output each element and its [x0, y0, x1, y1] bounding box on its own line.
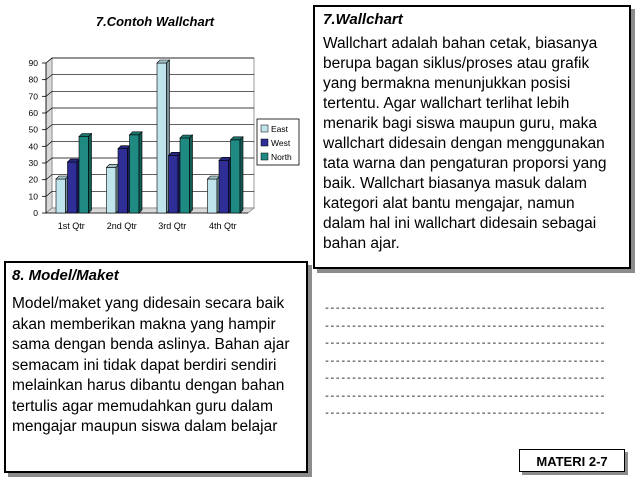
answer-line: ----------------------------------------------------: [324, 304, 605, 315]
answer-line: ----------------------------------------------------: [324, 321, 605, 333]
x-tick-label: 3rd Qtr: [158, 221, 187, 231]
answer-line: ----------------------------------------------------: [324, 339, 605, 350]
bar-east-4: [208, 176, 221, 213]
y-tick-label: 60: [28, 108, 38, 118]
y-tick-label: 40: [28, 141, 38, 152]
x-tick-label: 2nd Qtr: [106, 221, 137, 231]
bar-east-3: [157, 60, 170, 213]
answer-line: ----------------------------------------------------: [324, 391, 605, 403]
bar-north-3: [180, 135, 193, 213]
legend-swatch-north: [261, 153, 268, 160]
y-tick-label: 10: [28, 191, 38, 202]
legend-label-west: West: [271, 138, 291, 148]
model-heading: 8. Model/Maket: [12, 267, 119, 284]
bar-north-1: [79, 134, 92, 214]
answer-lines: [324, 301, 634, 424]
legend-label-east: East: [271, 124, 289, 134]
chart-title: 7.Contoh Wallchart: [95, 14, 215, 29]
wallchart-heading: 7.Wallchart: [323, 11, 403, 28]
y-tick-label: 30: [28, 158, 38, 168]
bar-north-4: [231, 137, 244, 213]
chart-side-wall: [46, 58, 52, 213]
y-tick-label: 0: [33, 208, 38, 218]
legend-swatch-east: [261, 125, 268, 132]
bar-chart-svg: [0, 0, 318, 255]
y-tick-label: 90: [28, 58, 38, 68]
answer-line: ----------------------------------------------------: [324, 409, 605, 420]
model-text-box: [4, 261, 308, 473]
y-tick-label: 20: [28, 174, 38, 185]
x-tick-label: 1st Qtr: [57, 221, 85, 231]
wallchart-description: Wallchart adalah bahan cetak, biasanya berupa bagan siklus/proses atau grafik yang bermakna menunjukkan posisi tertentu. Agar wallchart terlihat lebih menarik bagi siswa maupun guru, maka wallchart didesain dengan menggunakan tata warna dan pengaturan proporsi yang baik. Wallchart biasanya masuk dalam kategori alat bantu mengajar, namun dalam hal ini wallchart didesain sebagai bahan ajar.: [323, 35, 607, 252]
legend-label-north: North: [271, 152, 292, 162]
bar-west-2: [118, 146, 131, 213]
legend-swatch-west: [261, 139, 268, 146]
page-badge: MATERI 2-7: [519, 449, 625, 472]
model-description: Model/maket yang didesain secara baik akan memberikan makna yang hampir sama dengan benda aslinya. Bahan ajar semacam ini tidak dapat berdiri sendiri melainkan harus dibantu dengan bahan tertulis agar memudahkan guru dalam mengajar maupun siswa dalam belajar: [12, 295, 290, 435]
y-tick-label: 70: [28, 91, 38, 102]
x-tick-label: 4th Qtr: [208, 221, 237, 231]
bar-east-2: [107, 164, 120, 213]
wallchart-example-chart: [0, 0, 318, 255]
answer-line: ----------------------------------------------------: [324, 374, 605, 385]
wallchart-text-box: [313, 5, 631, 269]
bar-east-1: [56, 176, 69, 213]
bar-west-3: [169, 152, 182, 213]
answer-line: ----------------------------------------------------: [324, 356, 605, 368]
bar-north-2: [130, 132, 143, 213]
y-tick-label: 80: [28, 74, 38, 85]
bar-west-4: [219, 157, 232, 213]
y-tick-label: 50: [28, 124, 38, 135]
bar-west-1: [68, 159, 81, 213]
